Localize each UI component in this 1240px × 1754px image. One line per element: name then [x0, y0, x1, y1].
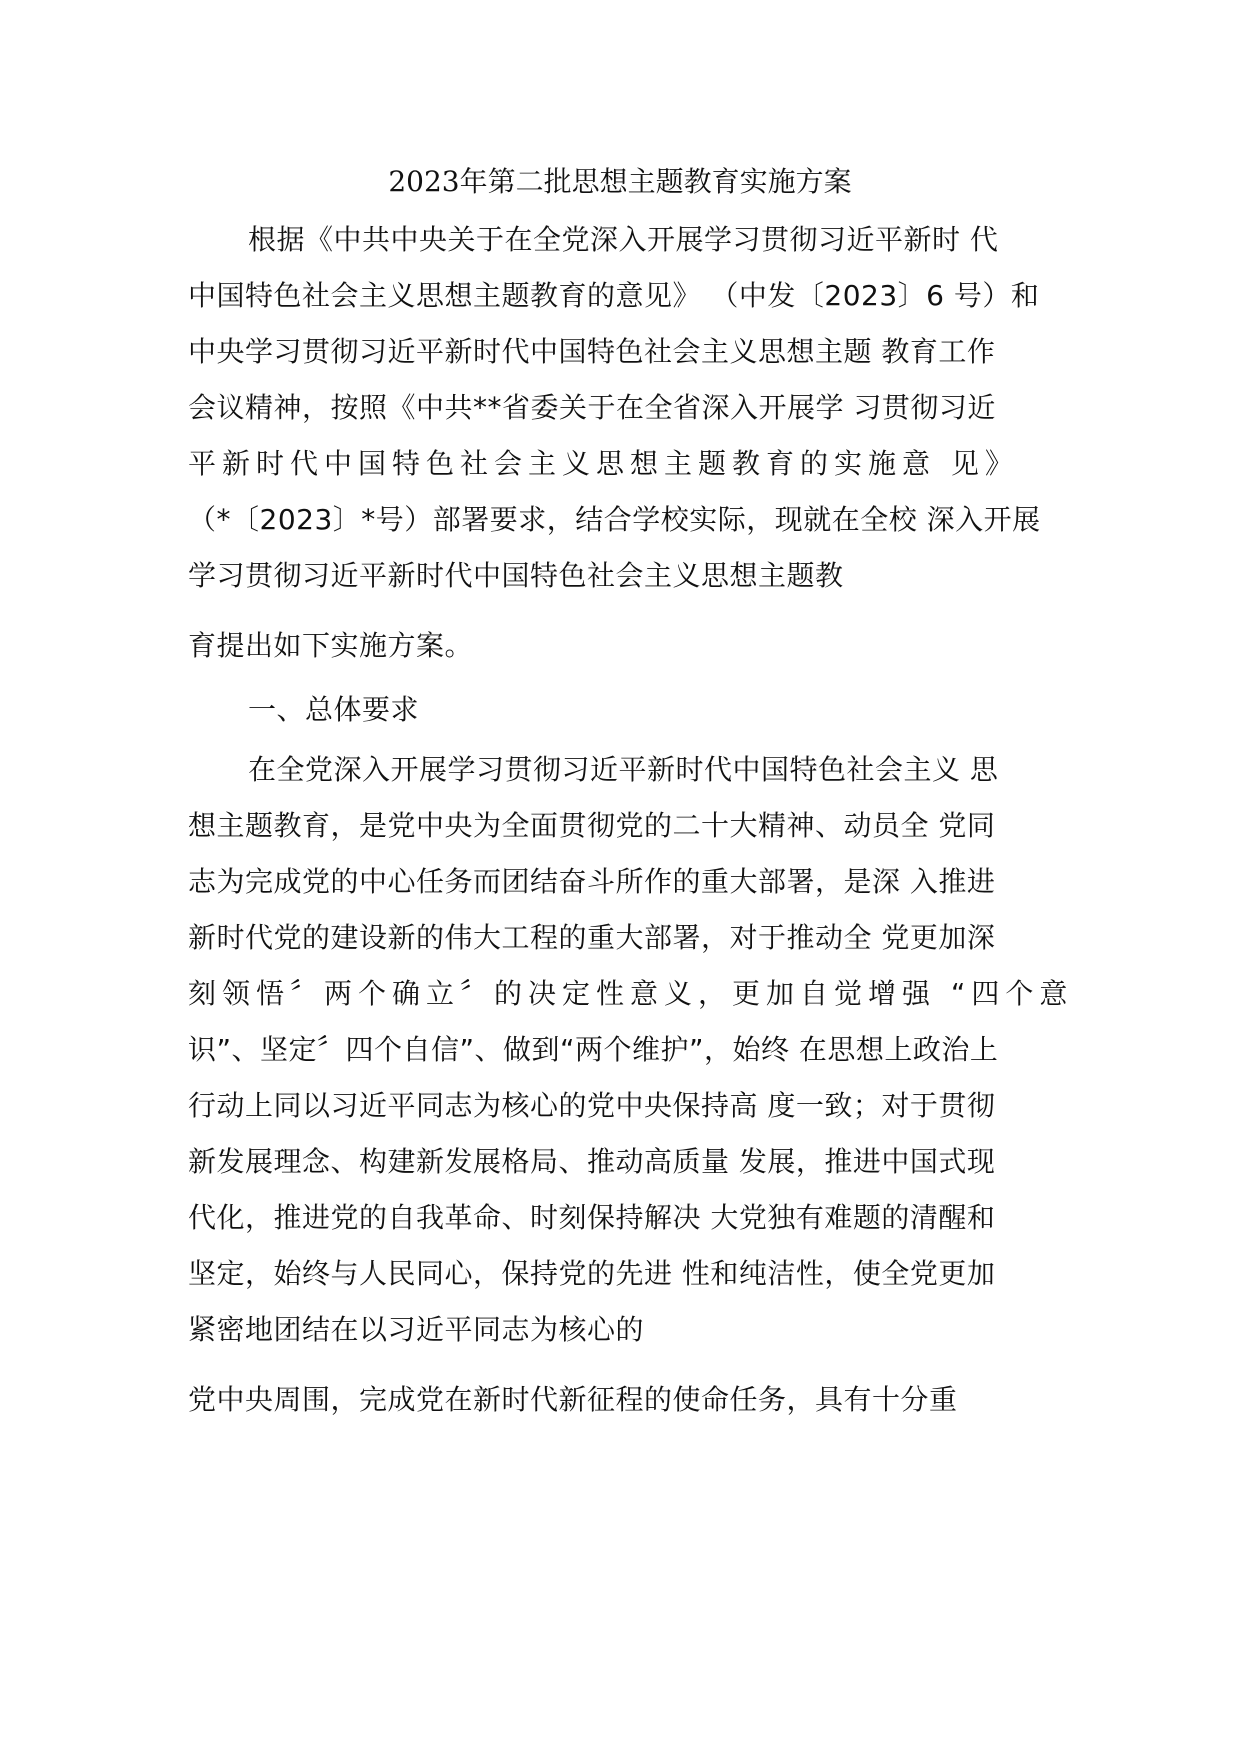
paragraph-line: 志为完成党的中心任务而团结奋斗所作的重大部署，是深 入推进: [188, 865, 996, 898]
paragraph-line: 坚定，始终与人民同心，保持党的先进 性和纯洁性，使全党更加: [188, 1257, 996, 1290]
paragraph-line: 学习贯彻习近平新时代中国特色社会主义思想主题教: [188, 559, 844, 592]
paragraph-line: 想主题教育，是党中央为全面贯彻党的二十大精神、动员全 党同: [188, 809, 996, 842]
paragraph-line: 新发展理念、构建新发展格局、推动高质量 发展，推进中国式现: [188, 1145, 996, 1178]
paragraph-line: 识”、坚定〞四个自信”、做到“两个维护”，始终 在思想上政治上: [188, 1033, 999, 1066]
paragraph-line: 刻领悟〞两个确立〞的决定性意义，更加自觉增强 “四个意: [188, 977, 1074, 1010]
paragraph-line: 会议精神，按照《中共**省委关于在全省深入开展学 习贯彻习近: [188, 391, 996, 424]
section-heading: 一、总体要求: [248, 693, 420, 726]
paragraph-line: 中国特色社会主义思想主题教育的意见》 （中发〔2023〕6 号）和: [188, 279, 1040, 312]
paragraph-line: 在全党深入开展学习贯彻习近平新时代中国特色社会主义 思: [248, 753, 999, 786]
paragraph-line: 党中央周围，完成党在新时代新征程的使命任务，具有十分重: [188, 1383, 958, 1416]
paragraph-line: 育提出如下实施方案。: [188, 629, 474, 662]
paragraph-line: 新时代党的建设新的伟大工程的重大部署，对于推动全 党更加深: [188, 921, 996, 954]
paragraph-line: 中央学习贯彻习近平新时代中国特色社会主义思想主题 教育工作: [188, 335, 996, 368]
paragraph-line: 行动上同以习近平同志为核心的党中央保持高 度一致；对于贯彻: [188, 1089, 996, 1122]
paragraph-line: 平新时代中国特色社会主义思想主题教育的实施意 见》: [188, 447, 1019, 480]
paragraph-line: 紧密地团结在以习近平同志为核心的: [188, 1313, 645, 1346]
paragraph-line: （*〔2023〕*号）部署要求，结合学校实际，现就在全校 深入开展: [188, 503, 1041, 536]
paragraph-line: 代化，推进党的自我革命、时刻保持解决 大党独有难题的清醒和: [188, 1201, 996, 1234]
document-title: 2023年第二批思想主题教育实施方案: [388, 165, 852, 198]
paragraph-line: 根据《中共中央关于在全党深入开展学习贯彻习近平新时 代: [248, 223, 999, 256]
